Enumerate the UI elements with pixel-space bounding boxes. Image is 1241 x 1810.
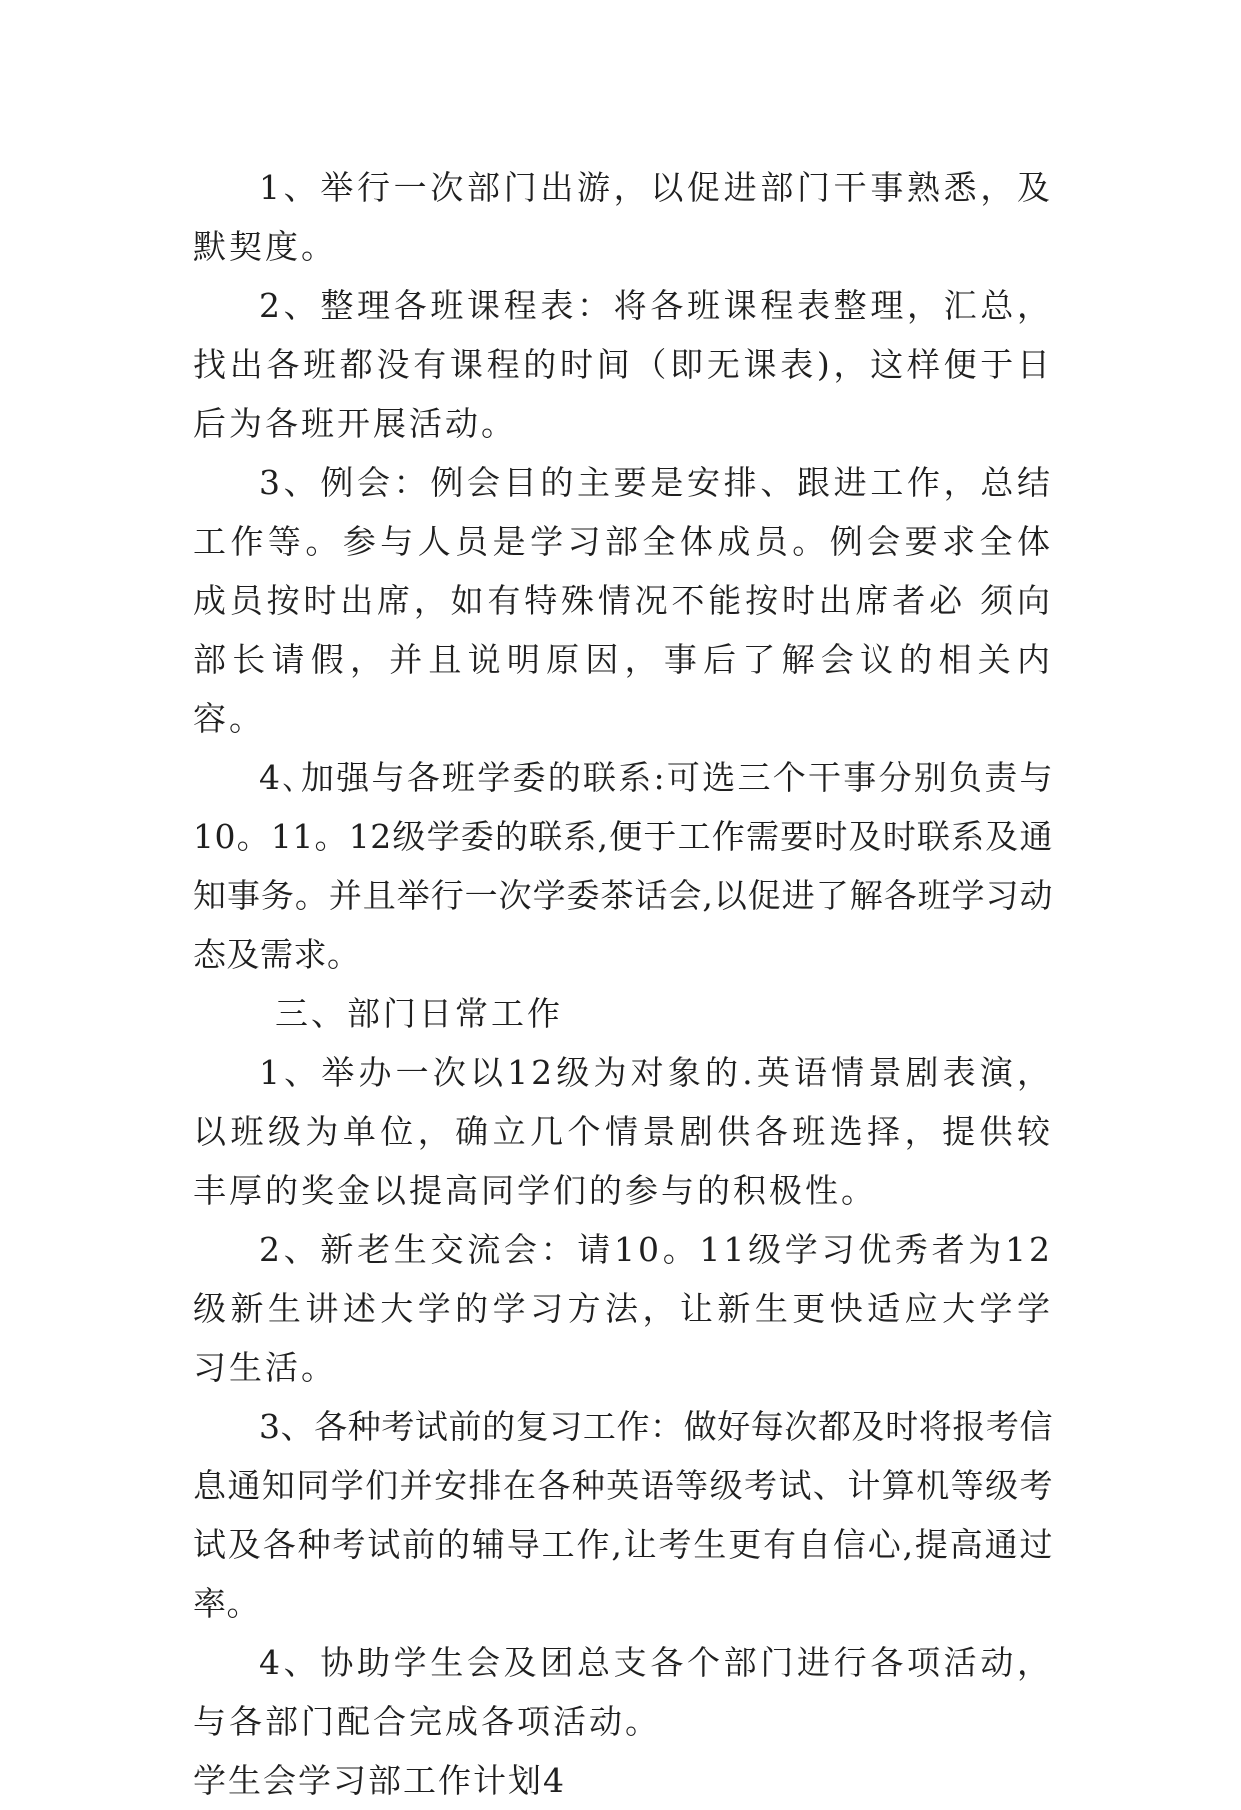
document-body — [193, 158, 1053, 1810]
paragraph-timetable: 2、整理各班课程表：将各班课程表整理，汇总，找出各班都没有课程的时间（即无课表)，这样便于日后为各班开展活动。 — [193, 286, 1053, 443]
paragraph-student-exchange: 2、新老生交流会：请10。11级学习优秀者为12级新生讲述大学的学习方法，让新生更快适应大学学习生活。 — [193, 1230, 1053, 1387]
paragraph-class-committee-contact: 4､加强与各班学委的联系:可选三个干事分别负责与10。11。12级学委的联系,便于工作需要时及时联系及通知事务。并且举行一次学委茶话会,以促进了解各班学习动态及需求。 — [193, 758, 1053, 974]
paragraph-exam-review: 3、各种考试前的复习工作：做好每次都及时将报考信息通知同学们并安排在各种英语等级考试、计算机等级考试及各种考试前的辅导工作,让考生更有自信心,提高通过率。 — [193, 1407, 1053, 1623]
paragraph-assist-departments: 4、协助学生会及团总支各个部门进行各项活动，与各部门配合完成各项活动。 — [193, 1643, 1053, 1741]
paragraph-english-drama: 1、举办一次以12级为对象的.英语情景剧表演，以班级为单位，确立几个情景剧供各班选择，提供较丰厚的奖金以提高同学们的参与的积极性。 — [193, 1053, 1053, 1210]
next-plan-title: 学生会学习部工作计划4 — [193, 1761, 566, 1800]
paragraph-regular-meeting: 3、例会：例会目的主要是安排、跟进工作，总结工作等。参与人员是学习部全体成员。例会要求全体成员按时出席，如有特殊情况不能按时出席者必 须向部长请假，并且说明原因，事后了解会议的相关内容。 — [193, 463, 1053, 738]
paragraph-outing: 1、举行一次部门出游，以促进部门干事熟悉，及默契度。 — [193, 168, 1053, 266]
section-heading-daily-work: 三、部门日常工作 — [275, 994, 563, 1033]
